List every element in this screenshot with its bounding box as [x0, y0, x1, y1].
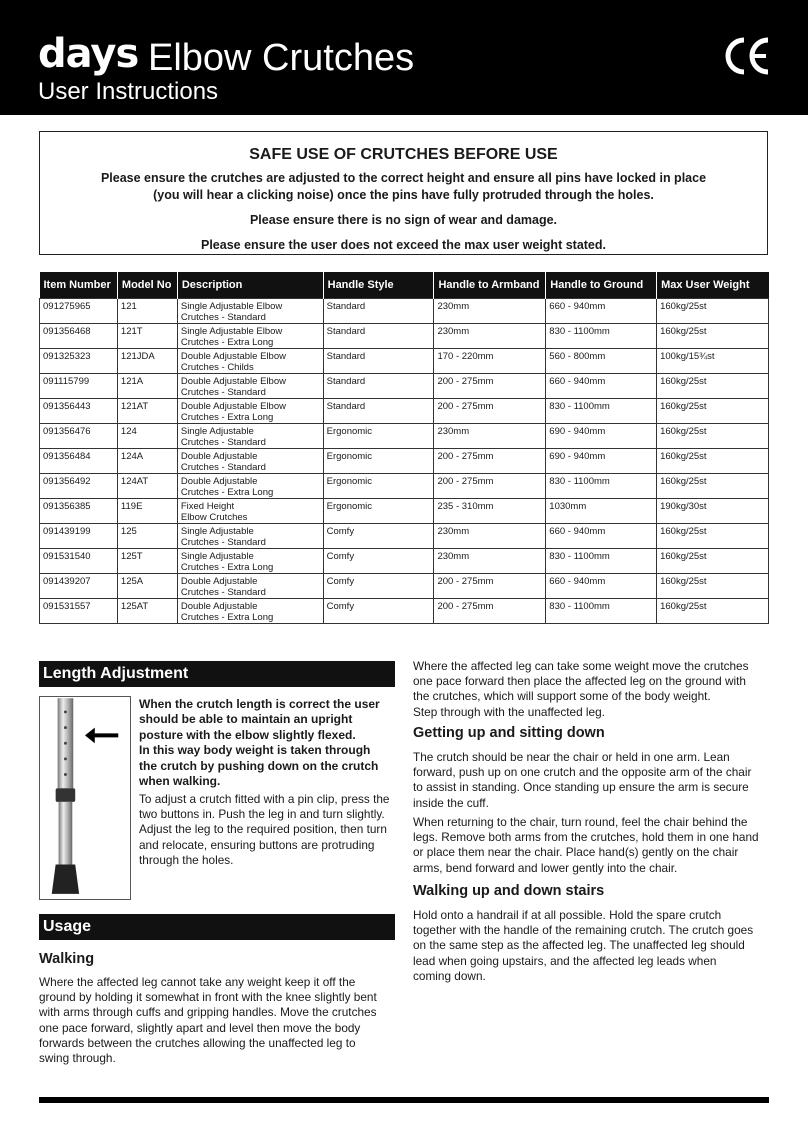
footer-rule [39, 1097, 769, 1103]
table-cell: 160kg/25st [657, 549, 769, 574]
table-cell: 091356385 [40, 499, 118, 524]
table-cell: 125A [117, 574, 177, 599]
table-cell: 230mm [434, 324, 546, 349]
table-cell: 125T [117, 549, 177, 574]
table-cell: 091356492 [40, 474, 118, 499]
safety-line: Please ensure the crutches are adjusted to the correct height and ensure all pins have locked in place (you will hear a clicking noise) once the pins have fully protruded through the holes. [100, 171, 707, 202]
table-cell: 830 - 1100mm [546, 399, 657, 424]
table-cell: 091356476 [40, 424, 118, 449]
table-row [40, 449, 769, 474]
table-header-row [40, 272, 769, 299]
table-row [40, 549, 769, 574]
table-cell: 121A [117, 374, 177, 399]
walking-heading: Walking [39, 951, 95, 967]
document-subtitle: User Instructions [38, 78, 219, 105]
table-cell: 660 - 940mm [546, 299, 657, 324]
table-cell: 125 [117, 524, 177, 549]
column-header: Model No [117, 272, 177, 299]
table-cell: 091356468 [40, 324, 118, 349]
table-cell: Single Adjustable Elbow Crutches - Standard [177, 299, 323, 324]
safety-line: Please ensure there is no sign of wear and damage. [249, 213, 558, 227]
table-cell: 160kg/25st [657, 574, 769, 599]
table-cell: 830 - 1100mm [546, 324, 657, 349]
table-cell: 091275965 [40, 299, 118, 324]
table-row [40, 424, 769, 449]
table-row [40, 299, 769, 324]
product-spec-table [39, 272, 769, 624]
table-cell: Standard [323, 399, 434, 424]
table-cell: 235 - 310mm [434, 499, 546, 524]
column-header: Handle to Armband [434, 272, 546, 299]
crutch-photo [39, 696, 131, 900]
table-cell: 560 - 800mm [546, 349, 657, 374]
table-cell: Comfy [323, 574, 434, 599]
table-cell: 660 - 940mm [546, 574, 657, 599]
table-cell: 160kg/25st [657, 299, 769, 324]
table-cell: 170 - 220mm [434, 349, 546, 374]
table-cell: 200 - 275mm [434, 599, 546, 624]
table-cell: 200 - 275mm [434, 574, 546, 599]
table-row [40, 374, 769, 399]
table-cell: Double Adjustable Elbow Crutches - Extra Long [177, 399, 323, 424]
table-cell: Double Adjustable Elbow Crutches - Standard [177, 374, 323, 399]
table-cell: 200 - 275mm [434, 449, 546, 474]
section-heading-usage: Usage [39, 914, 395, 940]
table-cell: 230mm [434, 299, 546, 324]
section-heading-length-adjustment: Length Adjustment [39, 661, 395, 687]
table-cell: 830 - 1100mm [546, 474, 657, 499]
table-row [40, 474, 769, 499]
table-cell: Comfy [323, 549, 434, 574]
table-cell: 160kg/25st [657, 424, 769, 449]
table-cell: 200 - 275mm [434, 474, 546, 499]
table-cell: 230mm [434, 524, 546, 549]
table-cell: 160kg/25st [657, 374, 769, 399]
getting-up-instructions: The crutch should be near the chair or held in one arm. Lean forward, push up on one crutch and the opposite arm of the chair to assist in standing. Once standing up ensure the arm is secure inside the cuff. [413, 750, 752, 810]
table-row [40, 349, 769, 374]
header-banner [0, 0, 808, 115]
table-cell: 121AT [117, 399, 177, 424]
table-cell: 200 - 275mm [434, 374, 546, 399]
table-cell: 660 - 940mm [546, 524, 657, 549]
safety-line: Please ensure the user does not exceed the max user weight stated. [200, 238, 606, 252]
table-cell: 121JDA [117, 349, 177, 374]
table-cell: 830 - 1100mm [546, 549, 657, 574]
product-title: Elbow Crutches [148, 37, 415, 79]
table-cell: 830 - 1100mm [546, 599, 657, 624]
table-cell: 160kg/25st [657, 399, 769, 424]
table-cell: Double Adjustable Crutches - Extra Long [177, 474, 323, 499]
sitting-down-instructions: When returning to the chair, turn round, feel the chair behind the legs. Remove both arms from the crutches, hold them in one hand or place them near the chair. Place hand(s) gently on the chair arms, bend forward and lower gently into the chair. [413, 815, 759, 875]
table-cell: 124 [117, 424, 177, 449]
table-cell: 121T [117, 324, 177, 349]
table-cell: Single Adjustable Crutches - Standard [177, 424, 323, 449]
table-cell: Ergonomic [323, 499, 434, 524]
table-cell: Double Adjustable Elbow Crutches - Childs [177, 349, 323, 374]
table-cell: 124A [117, 449, 177, 474]
length-key-guidance: When the crutch length is correct the user should be able to maintain an upright posture with the elbow slightly flexed. In this way body weight is taken through the crutch by pushing down on the crutch when walking. [139, 697, 380, 789]
column-header: Handle to Ground [546, 272, 657, 299]
table-row [40, 324, 769, 349]
table-cell: 690 - 940mm [546, 424, 657, 449]
table-cell: 091531557 [40, 599, 118, 624]
table-cell: Fixed Height Elbow Crutches [177, 499, 323, 524]
getting-up-heading: Getting up and sitting down [413, 725, 605, 741]
table-cell: 091439207 [40, 574, 118, 599]
table-cell: 091356443 [40, 399, 118, 424]
column-header: Max User Weight [657, 272, 769, 299]
table-cell: 660 - 940mm [546, 374, 657, 399]
table-cell: Standard [323, 299, 434, 324]
table-cell: 125AT [117, 599, 177, 624]
table-cell: Single Adjustable Crutches - Extra Long [177, 549, 323, 574]
table-cell: 091115799 [40, 374, 118, 399]
table-cell: 160kg/25st [657, 474, 769, 499]
brand-logo: days [38, 31, 139, 77]
table-cell: 091325323 [40, 349, 118, 374]
walking-instructions: Where the affected leg cannot take any weight keep it off the ground by holding it somewhat in front with the knee slightly bent with arms through cuffs and gripping handles. Move the crutches one pace forward, slightly apart and level then move the body forwards between the crutches allowing the unaffected leg to swing through. [39, 975, 377, 1066]
table-cell: Ergonomic [323, 474, 434, 499]
table-cell: 690 - 940mm [546, 449, 657, 474]
table-cell: 230mm [434, 549, 546, 574]
ce-mark-icon [724, 36, 772, 76]
safety-notice-box [39, 131, 768, 255]
column-header: Item Number [40, 272, 118, 299]
length-adjust-instructions: To adjust a crutch fitted with a pin clip, press the two buttons in. Push the leg in and turn slightly. Adjust the leg to the required position, then turn and relocate, ensuring buttons are protruding through the holes. [139, 792, 390, 867]
table-cell: Comfy [323, 524, 434, 549]
table-cell: Comfy [323, 599, 434, 624]
table-row [40, 574, 769, 599]
table-cell: 091531540 [40, 549, 118, 574]
table-cell: 190kg/30st [657, 499, 769, 524]
table-cell: 119E [117, 499, 177, 524]
table-cell: Single Adjustable Elbow Crutches - Extra Long [177, 324, 323, 349]
table-cell: 160kg/25st [657, 449, 769, 474]
table-cell: 200 - 275mm [434, 399, 546, 424]
table-cell: 230mm [434, 424, 546, 449]
table-cell: 160kg/25st [657, 324, 769, 349]
column-header: Description [177, 272, 323, 299]
table-cell: 1030mm [546, 499, 657, 524]
table-cell: 091439199 [40, 524, 118, 549]
table-cell: 124AT [117, 474, 177, 499]
table-row [40, 499, 769, 524]
table-cell: Single Adjustable Crutches - Standard [177, 524, 323, 549]
table-cell: Double Adjustable Crutches - Extra Long [177, 599, 323, 624]
table-row [40, 524, 769, 549]
table-cell: Ergonomic [323, 424, 434, 449]
table-cell: Double Adjustable Crutches - Standard [177, 449, 323, 474]
table-cell: Standard [323, 349, 434, 374]
partial-weight-instructions: Where the affected leg can take some weight move the crutches one pace forward then place the affected leg on the ground with the crutches, which will support some of the body weight. Step through with the unaffected leg. [413, 659, 749, 719]
stairs-instructions: Hold onto a handrail if at all possible. Hold the spare crutch together with the handle of the remaining crutch. The crutch goes on the same step as the affected leg. The unaffected leg should lead when going upstairs, and the affected leg leads when coming down. [413, 908, 754, 983]
table-cell: 100kg/15¾st [657, 349, 769, 374]
table-cell: 160kg/25st [657, 524, 769, 549]
stairs-heading: Walking up and down stairs [413, 883, 605, 899]
column-header: Handle Style [323, 272, 434, 299]
table-cell: Double Adjustable Crutches - Standard [177, 574, 323, 599]
table-row [40, 599, 769, 624]
table-row [40, 399, 769, 424]
table-cell: 121 [117, 299, 177, 324]
table-cell: Ergonomic [323, 449, 434, 474]
table-cell: 160kg/25st [657, 599, 769, 624]
table-cell: 091356484 [40, 449, 118, 474]
table-cell: Standard [323, 374, 434, 399]
table-cell: Standard [323, 324, 434, 349]
safety-title: SAFE USE OF CRUTCHES BEFORE USE [249, 146, 558, 163]
